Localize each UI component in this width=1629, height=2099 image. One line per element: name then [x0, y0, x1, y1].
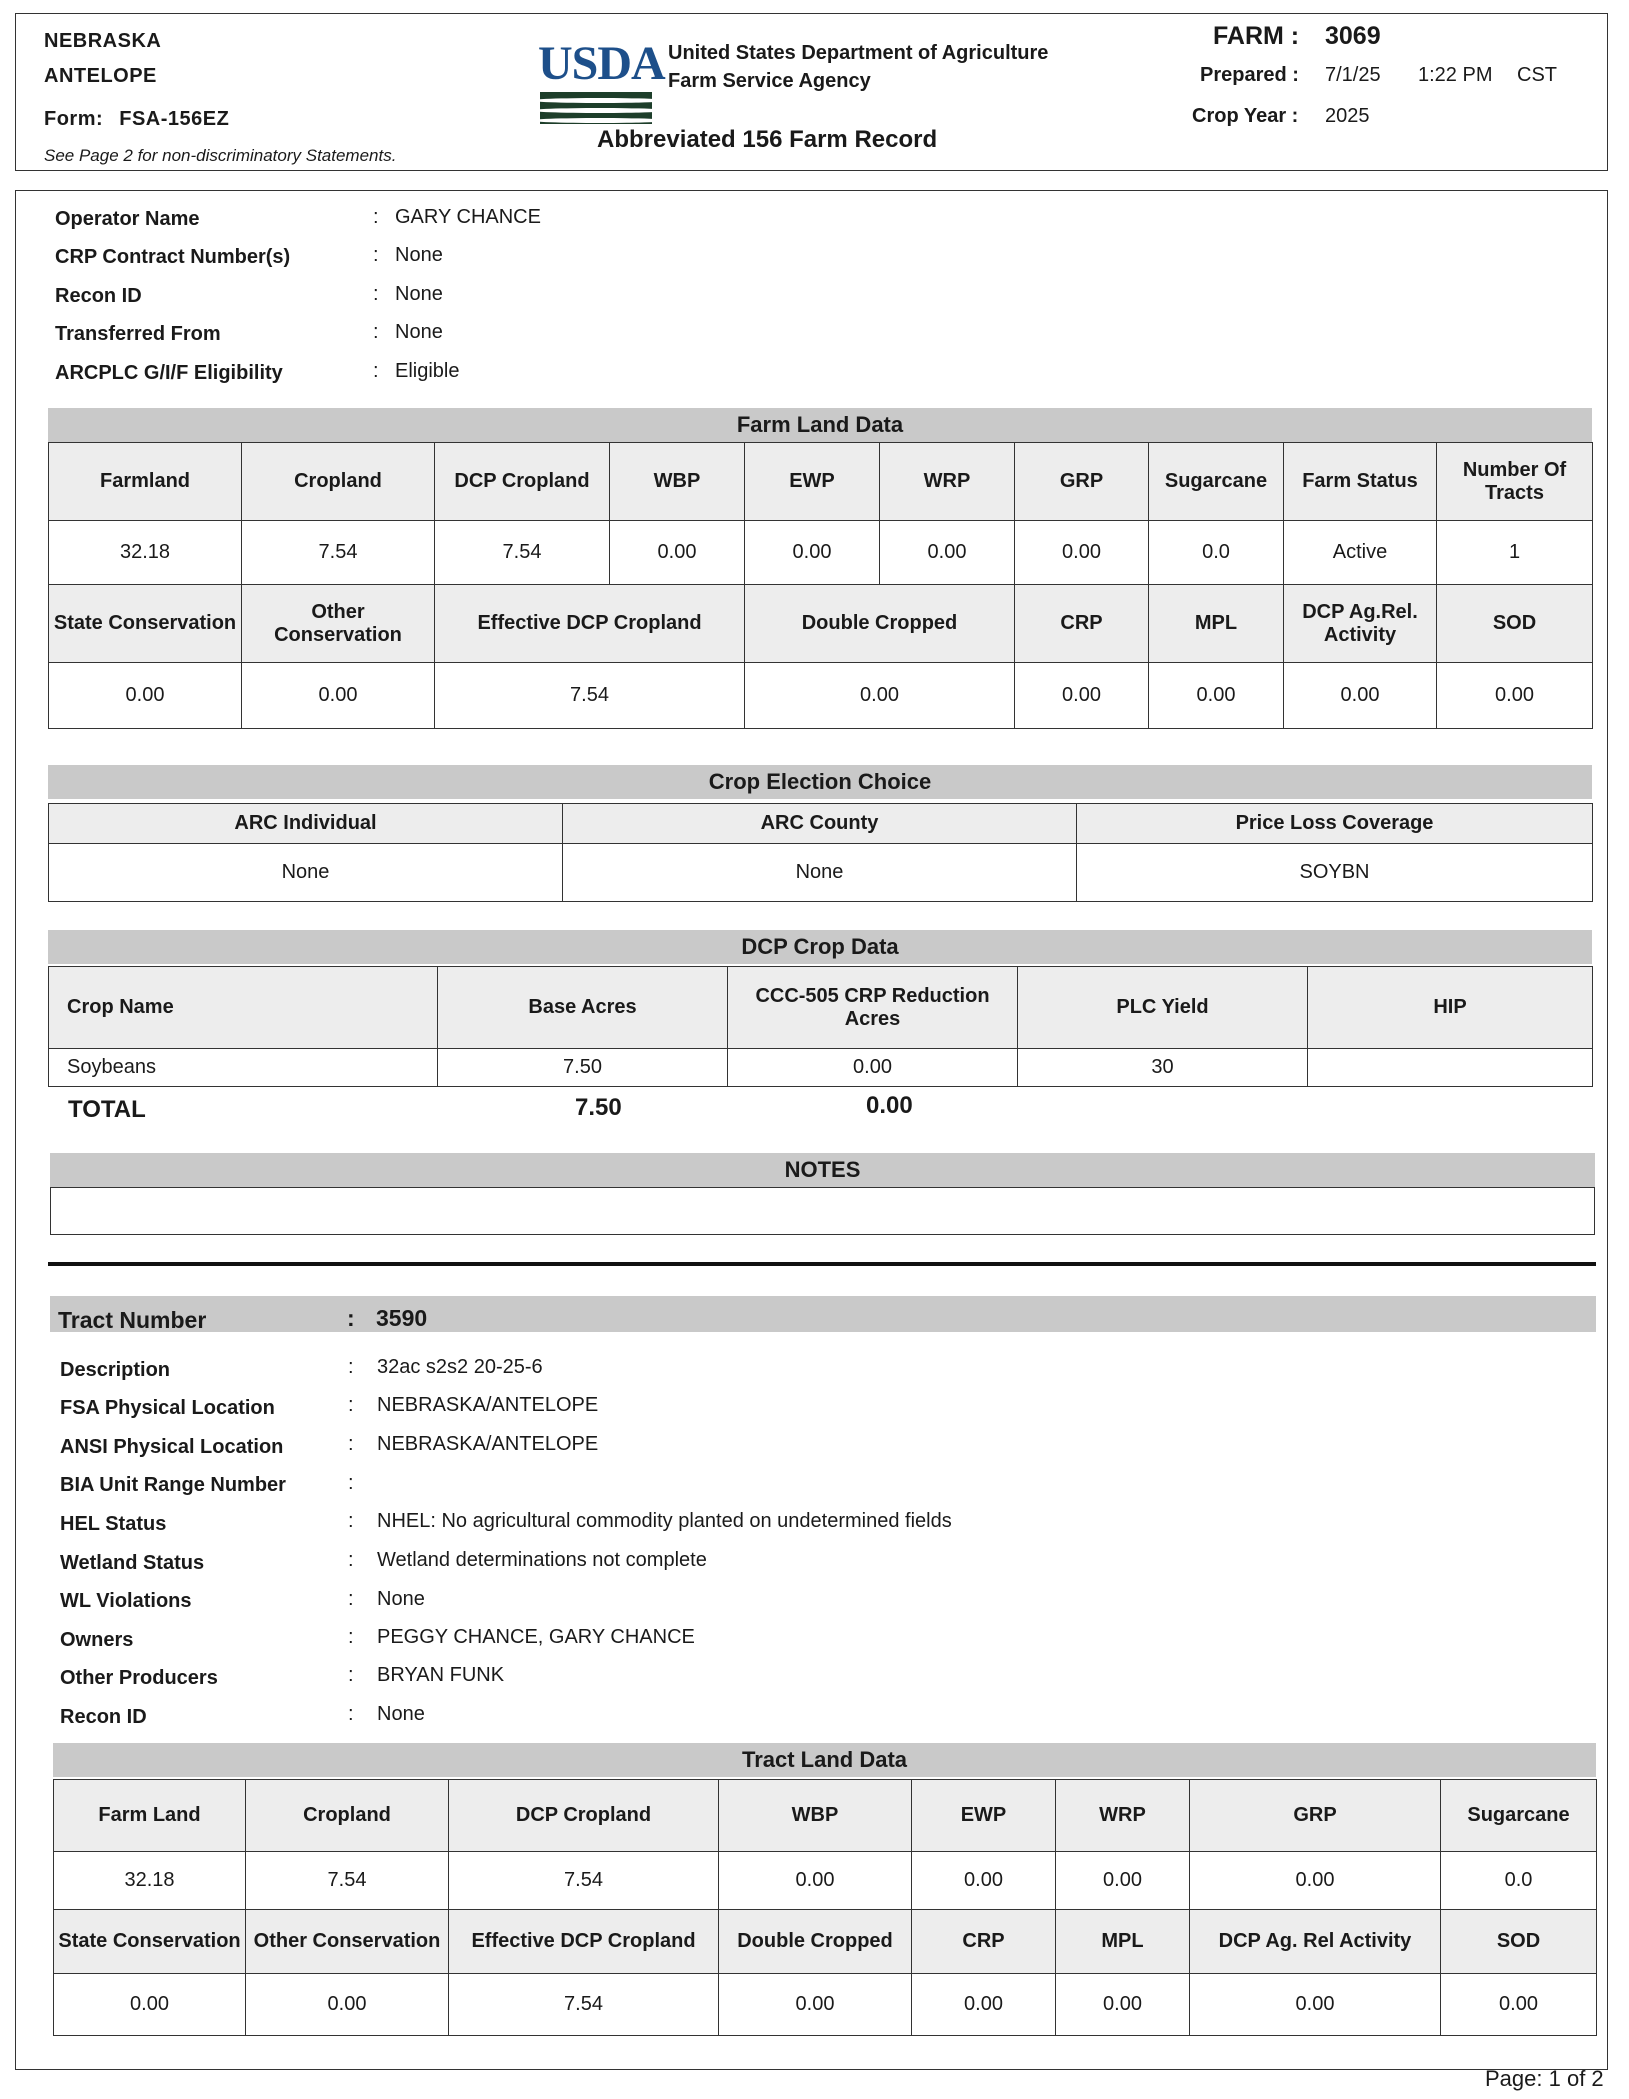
arc-county-header: ARC County: [563, 804, 1077, 844]
table-row: [49, 1049, 1593, 1087]
tract-sugarcane-value: 0.0: [1441, 1852, 1597, 1910]
tract-ewp-value: 0.00: [912, 1852, 1056, 1910]
dcp-ag-rel-activity-value: 0.00: [1284, 663, 1437, 729]
fsa-physical-location-colon: :: [348, 1394, 354, 1416]
tract-wrp-header: WRP: [1056, 1780, 1190, 1852]
sod-value: 0.00: [1437, 663, 1593, 729]
number-of-tracts-header: Number Of Tracts: [1437, 443, 1593, 521]
tract-ewp-header: EWP: [912, 1780, 1056, 1852]
effective-dcp-cropland-value: 7.54: [435, 663, 745, 729]
tract-recon-id-colon: :: [348, 1703, 354, 1725]
tract-land-data-title: Tract Land Data: [53, 1743, 1596, 1777]
nondiscrim-note: See Page 2 for non-discriminatory Statements.: [44, 146, 397, 165]
state-conservation-value: 0.00: [49, 663, 242, 729]
price-loss-coverage-header: Price Loss Coverage: [1077, 804, 1593, 844]
fsa-physical-location-label: FSA Physical Location: [60, 1397, 275, 1419]
tract-double-cropped-value: 0.00: [719, 1974, 912, 2036]
crop-election-title: Crop Election Choice: [48, 765, 1592, 799]
state-name: NEBRASKA: [44, 30, 162, 52]
base-acres-header: Base Acres: [438, 967, 728, 1049]
crp-contract-colon: :: [373, 244, 379, 266]
farmland-header: Farmland: [49, 443, 242, 521]
sugarcane-header: Sugarcane: [1149, 443, 1284, 521]
record-title: Abbreviated 156 Farm Record: [597, 126, 938, 153]
wbp-value: 0.00: [610, 521, 745, 585]
crp-contract-label: CRP Contract Number(s): [55, 246, 291, 268]
arc-county-value: None: [563, 844, 1077, 902]
grp-header: GRP: [1015, 443, 1149, 521]
owners-label: Owners: [60, 1629, 134, 1651]
tract-sod-value: 0.00: [1441, 1974, 1597, 2036]
effective-dcp-cropland-header: Effective DCP Cropland: [435, 585, 745, 663]
wetland-status-colon: :: [348, 1549, 354, 1571]
tract-dcp-ag-rel-activity-value: 0.00: [1190, 1974, 1441, 2036]
dcp-cropland-value: 7.54: [435, 521, 610, 585]
farm-number: 3069: [1325, 22, 1381, 50]
crop-name-value: Soybeans: [49, 1049, 438, 1087]
agency-line1: United States Department of Agriculture: [668, 42, 1049, 64]
arcplc-eligibility-label: ARCPLC G/I/F Eligibility: [55, 362, 283, 384]
tract-crp-value: 0.00: [912, 1974, 1056, 2036]
other-producers-colon: :: [348, 1664, 354, 1686]
dcp-ag-rel-activity-header: DCP Ag.Rel. Activity: [1284, 585, 1437, 663]
sugarcane-value: 0.0: [1149, 521, 1284, 585]
description-label: Description: [60, 1359, 171, 1381]
hip-header: HIP: [1308, 967, 1593, 1049]
ansi-physical-location-colon: :: [348, 1433, 354, 1455]
tract-dcp-cropland-header: DCP Cropland: [449, 1780, 719, 1852]
crp-reduction-acres-header: CCC-505 CRP Reduction Acres: [728, 967, 1018, 1049]
arcplc-eligibility-colon: :: [373, 360, 379, 382]
wl-violations-label: WL Violations: [60, 1590, 192, 1612]
cropland-header: Cropland: [242, 443, 435, 521]
wrp-header: WRP: [880, 443, 1015, 521]
form-label: [44, 108, 229, 131]
other-producers-label: Other Producers: [60, 1667, 218, 1689]
tract-recon-id-value: None: [377, 1703, 425, 1725]
transferred-from-value: None: [395, 321, 443, 343]
dcp-crop-data-table: [48, 966, 1593, 1087]
tract-mpl-header: MPL: [1056, 1910, 1190, 1974]
ewp-header: EWP: [745, 443, 880, 521]
fsa-physical-location-value: NEBRASKA/ANTELOPE: [377, 1394, 599, 1416]
tract-dcp-cropland-value: 7.54: [449, 1852, 719, 1910]
arc-individual-header: ARC Individual: [49, 804, 563, 844]
tract-recon-id-label: Recon ID: [60, 1706, 147, 1728]
form-label-text: Form:: [44, 108, 104, 130]
farm-land-data-table-2: [48, 584, 1593, 729]
sod-header: SOD: [1437, 585, 1593, 663]
description-colon: :: [348, 1356, 354, 1378]
double-cropped-value: 0.00: [745, 663, 1015, 729]
section-divider: [48, 1262, 1596, 1266]
prepared-time: 1:22 PM: [1418, 64, 1493, 86]
farm-label: FARM :: [1213, 22, 1300, 50]
usda-logo: [538, 37, 665, 124]
dcp-cropland-header: DCP Cropland: [435, 443, 610, 521]
double-cropped-header: Double Cropped: [745, 585, 1015, 663]
tract-cropland-value: 7.54: [246, 1852, 449, 1910]
number-of-tracts-value: 1: [1437, 521, 1593, 585]
transferred-from-colon: :: [373, 321, 379, 343]
recon-id-label: Recon ID: [55, 285, 142, 307]
bia-unit-range-label: BIA Unit Range Number: [60, 1474, 286, 1496]
page-number: Page: 1 of 2: [1485, 2066, 1604, 2091]
mpl-value: 0.00: [1149, 663, 1284, 729]
price-loss-coverage-value: SOYBN: [1077, 844, 1593, 902]
recon-id-colon: :: [373, 283, 379, 305]
tract-state-conservation-value: 0.00: [54, 1974, 246, 2036]
base-acres-value: 7.50: [438, 1049, 728, 1087]
tract-number-bar: [50, 1296, 1596, 1332]
operator-name-colon: :: [373, 206, 379, 228]
grp-value: 0.00: [1015, 521, 1149, 585]
owners-value: PEGGY CHANCE, GARY CHANCE: [377, 1626, 695, 1648]
farm-land-data-title: Farm Land Data: [48, 408, 1592, 442]
tract-other-conservation-value: 0.00: [246, 1974, 449, 2036]
ansi-physical-location-value: NEBRASKA/ANTELOPE: [377, 1433, 599, 1455]
usda-logo-text: USDA: [538, 37, 665, 90]
prepared-timezone: CST: [1517, 64, 1557, 86]
dcp-crop-data-title: DCP Crop Data: [48, 930, 1592, 964]
operator-name-label: Operator Name: [55, 208, 200, 230]
crop-year: 2025: [1325, 105, 1370, 127]
tract-land-data-table: [53, 1779, 1597, 2036]
agency-line2: Farm Service Agency: [668, 70, 871, 92]
plc-yield-value: 30: [1018, 1049, 1308, 1087]
transferred-from-label: Transferred From: [55, 323, 221, 345]
hel-status-value: NHEL: No agricultural commodity planted on undetermined fields: [377, 1510, 952, 1532]
tract-wbp-value: 0.00: [719, 1852, 912, 1910]
tract-farmland-value: 32.18: [54, 1852, 246, 1910]
tract-number-value: 3590: [376, 1305, 428, 1331]
tract-sugarcane-header: Sugarcane: [1441, 1780, 1597, 1852]
tract-double-cropped-header: Double Cropped: [719, 1910, 912, 1974]
farm-status-header: Farm Status: [1284, 443, 1437, 521]
notes-title: NOTES: [50, 1153, 1595, 1187]
plc-yield-header: PLC Yield: [1018, 967, 1308, 1049]
wrp-value: 0.00: [880, 521, 1015, 585]
tract-effective-dcp-cropland-header: Effective DCP Cropland: [449, 1910, 719, 1974]
ewp-value: 0.00: [745, 521, 880, 585]
hel-status-label: HEL Status: [60, 1513, 167, 1535]
other-conservation-value: 0.00: [242, 663, 435, 729]
wl-violations-value: None: [377, 1588, 425, 1610]
hel-status-colon: :: [348, 1510, 354, 1532]
prepared-label: Prepared :: [1200, 64, 1299, 86]
tract-grp-value: 0.00: [1190, 1852, 1441, 1910]
crp-contract-value: None: [395, 244, 443, 266]
other-producers-value: BRYAN FUNK: [377, 1664, 505, 1686]
crp-reduction-acres-value: 0.00: [728, 1049, 1018, 1087]
usda-logo-field-icon: [540, 92, 652, 124]
farm-land-data-table: [48, 442, 1593, 585]
state-conservation-header: State Conservation: [49, 585, 242, 663]
other-conservation-header: Other Conservation: [242, 585, 435, 663]
owners-colon: :: [348, 1626, 354, 1648]
tract-wrp-value: 0.00: [1056, 1852, 1190, 1910]
crop-election-table: [48, 803, 1593, 902]
wetland-status-label: Wetland Status: [60, 1552, 205, 1574]
wbp-header: WBP: [610, 443, 745, 521]
mpl-header: MPL: [1149, 585, 1284, 663]
tract-dcp-ag-rel-activity-header: DCP Ag. Rel Activity: [1190, 1910, 1441, 1974]
farm-status-value: Active: [1284, 521, 1437, 585]
cropland-value: 7.54: [242, 521, 435, 585]
tract-wbp-header: WBP: [719, 1780, 912, 1852]
ansi-physical-location-label: ANSI Physical Location: [60, 1436, 284, 1458]
crop-year-label: Crop Year :: [1192, 105, 1299, 127]
description-value: 32ac s2s2 20-25-6: [377, 1356, 543, 1378]
wl-violations-colon: :: [348, 1588, 354, 1610]
recon-id-value: None: [395, 283, 443, 305]
arc-individual-value: None: [49, 844, 563, 902]
hip-value: [1308, 1049, 1593, 1087]
notes-box: [50, 1187, 1595, 1235]
tract-sod-header: SOD: [1441, 1910, 1597, 1974]
bia-unit-range-colon: :: [348, 1472, 354, 1494]
total-base-acres: 7.50: [575, 1094, 622, 1121]
form-number: FSA-156EZ: [119, 108, 230, 130]
farmland-value: 32.18: [49, 521, 242, 585]
tract-effective-dcp-cropland-value: 7.54: [449, 1974, 719, 2036]
operator-name-value: GARY CHANCE: [395, 206, 541, 228]
tract-cropland-header: Cropland: [246, 1780, 449, 1852]
tract-crp-header: CRP: [912, 1910, 1056, 1974]
county-name: ANTELOPE: [44, 65, 157, 87]
arcplc-eligibility-value: Eligible: [395, 360, 460, 382]
tract-grp-header: GRP: [1190, 1780, 1441, 1852]
wetland-status-value: Wetland determinations not complete: [377, 1549, 707, 1571]
crp-header: CRP: [1015, 585, 1149, 663]
tract-number-colon: :: [347, 1305, 355, 1331]
crop-name-header: Crop Name: [49, 967, 438, 1049]
tract-mpl-value: 0.00: [1056, 1974, 1190, 2036]
tract-number-label: Tract Number: [58, 1307, 207, 1333]
tract-farmland-header: Farm Land: [54, 1780, 246, 1852]
tract-state-conservation-header: State Conservation: [54, 1910, 246, 1974]
total-crp-reduction: 0.00: [866, 1092, 913, 1119]
tract-other-conservation-header: Other Conservation: [246, 1910, 449, 1974]
total-label: TOTAL: [68, 1096, 146, 1123]
prepared-date: 7/1/25: [1325, 64, 1381, 86]
crp-value: 0.00: [1015, 663, 1149, 729]
